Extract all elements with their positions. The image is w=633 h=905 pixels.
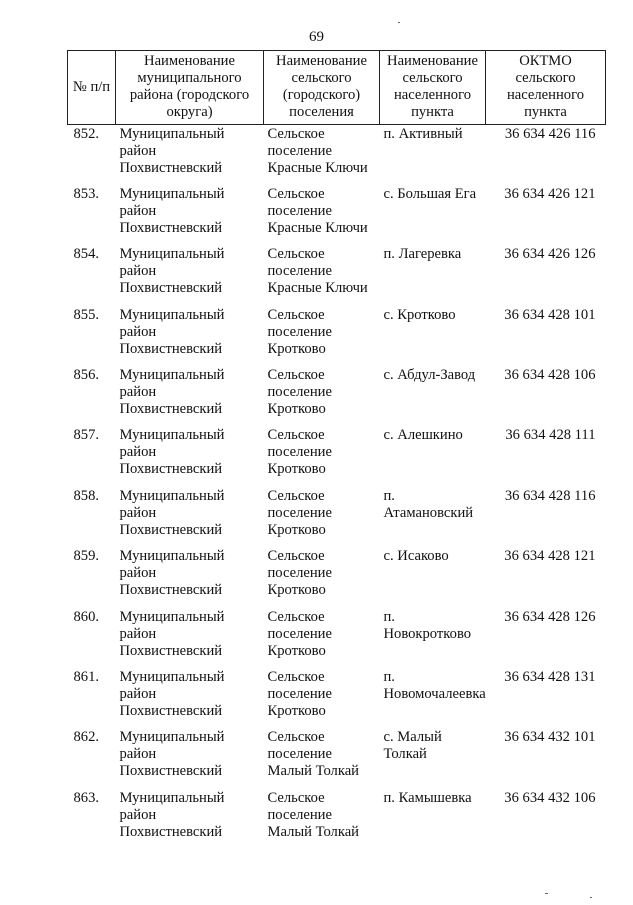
cell-oktmo: 36 634 428 116 <box>504 487 596 504</box>
cell-district: Муниципальный район Похвистневский <box>119 608 225 659</box>
table-row <box>68 789 606 849</box>
cell-settlement: Сельское поселение Кротково <box>267 427 332 478</box>
cell-district: Муниципальный район Похвистневский <box>119 789 225 840</box>
cell-settlement: Сельское поселение Кротково <box>267 608 332 659</box>
cell-locality: п. Атамановский <box>383 487 474 521</box>
cell-settlement: Сельское поселение Кротково <box>267 669 332 720</box>
cell-locality: с. Абдул-Завод <box>383 367 476 384</box>
cell-locality: с. Большая Ега <box>383 185 477 202</box>
table-row <box>68 366 606 426</box>
cell-settlement: Сельское поселение Кротково <box>267 548 332 599</box>
cell-oktmo: 36 634 432 101 <box>504 729 596 746</box>
table-row <box>68 125 606 185</box>
header-row <box>68 51 606 125</box>
cell-locality: с. Малый Толкай <box>383 729 442 763</box>
cell-number: 854. <box>73 246 100 263</box>
table-row <box>68 185 606 245</box>
cell-settlement: Сельское поселение Кротково <box>267 306 332 357</box>
cell-oktmo: 36 634 428 131 <box>504 669 596 686</box>
cell-number: 859. <box>73 548 100 565</box>
cell-district: Муниципальный район Похвистневский <box>119 427 225 478</box>
table-row <box>68 426 606 486</box>
cell-oktmo: 36 634 428 101 <box>504 306 596 323</box>
cell-district: Муниципальный район Похвистневский <box>119 669 225 720</box>
table-row <box>68 668 606 728</box>
cell-number: 858. <box>73 487 100 504</box>
cell-settlement: Сельское поселение Красные Ключи <box>267 185 368 236</box>
header-oktmo: ОКТМО сельского населенного пункта <box>486 51 606 125</box>
cell-locality: с. Исаково <box>383 548 449 565</box>
cell-oktmo: 36 634 428 106 <box>504 367 596 384</box>
table-row <box>68 306 606 366</box>
table-body <box>68 125 606 850</box>
cell-district: Муниципальный район Похвистневский <box>119 126 225 176</box>
cell-oktmo: 36 634 428 126 <box>504 608 596 625</box>
cell-number: 856. <box>73 367 100 384</box>
cell-oktmo: 36 634 428 111 <box>505 427 596 444</box>
cell-locality: с. Кротково <box>383 306 456 323</box>
header-settlement: Наименование сельского (городского) поселения <box>264 51 380 125</box>
cell-locality: п. Активный <box>383 126 463 142</box>
table-row <box>68 608 606 668</box>
page-number: 69 <box>309 29 324 45</box>
cell-number: 853. <box>73 185 100 202</box>
cell-oktmo: 36 634 426 116 <box>504 126 596 142</box>
cell-settlement: Сельское поселение Красные Ключи <box>267 246 368 297</box>
cell-locality: п. Лагеревка <box>383 246 462 263</box>
cell-settlement: Сельское поселение Кротково <box>267 487 332 538</box>
cell-district: Муниципальный район Похвистневский <box>119 367 225 418</box>
cell-number: 860. <box>73 608 100 625</box>
cell-district: Муниципальный район Похвистневский <box>119 729 225 780</box>
table-row <box>68 245 606 305</box>
settlements-table <box>67 50 606 849</box>
table-header <box>68 51 606 125</box>
cell-number: 862. <box>73 729 100 746</box>
cell-locality: с. Алешкино <box>383 427 463 444</box>
cell-settlement: Сельское поселение Кротково <box>267 367 332 418</box>
cell-number: 861. <box>73 669 100 686</box>
header-district: Наименование муниципального района (городского округа) <box>116 51 264 125</box>
scan-speck <box>545 893 548 894</box>
cell-number: 852. <box>73 126 100 142</box>
scan-speck <box>590 897 592 898</box>
cell-district: Муниципальный район Похвистневский <box>119 306 225 357</box>
cell-district: Муниципальный район Похвистневский <box>119 487 225 538</box>
header-number: № п/п <box>68 51 116 125</box>
cell-number: 863. <box>73 789 100 806</box>
cell-oktmo: 36 634 426 126 <box>504 246 596 263</box>
table-row <box>68 487 606 547</box>
cell-settlement: Сельское поселение Малый Толкай <box>267 729 359 780</box>
cell-oktmo: 36 634 426 121 <box>504 185 596 202</box>
cell-settlement: Сельское поселение Малый Толкай <box>267 789 359 840</box>
cell-district: Муниципальный район Похвистневский <box>119 246 225 297</box>
cell-oktmo: 36 634 428 121 <box>504 548 596 565</box>
cell-district: Муниципальный район Похвистневский <box>119 548 225 599</box>
cell-number: 855. <box>73 306 100 323</box>
scan-speck <box>398 22 400 23</box>
cell-settlement: Сельское поселение Красные Ключи <box>267 126 368 176</box>
cell-locality: п. Камышевка <box>383 789 472 806</box>
cell-number: 857. <box>73 427 100 444</box>
cell-district: Муниципальный район Похвистневский <box>119 185 225 236</box>
cell-oktmo: 36 634 432 106 <box>504 789 596 806</box>
table-row <box>68 547 606 607</box>
cell-locality: п. Новокротково <box>383 608 472 642</box>
registry-table-wrapper <box>67 50 605 849</box>
table-row <box>68 728 606 788</box>
header-locality: Наименование сельского населенного пункта <box>380 51 486 125</box>
cell-locality: п. Новомочалеевка <box>383 669 486 703</box>
